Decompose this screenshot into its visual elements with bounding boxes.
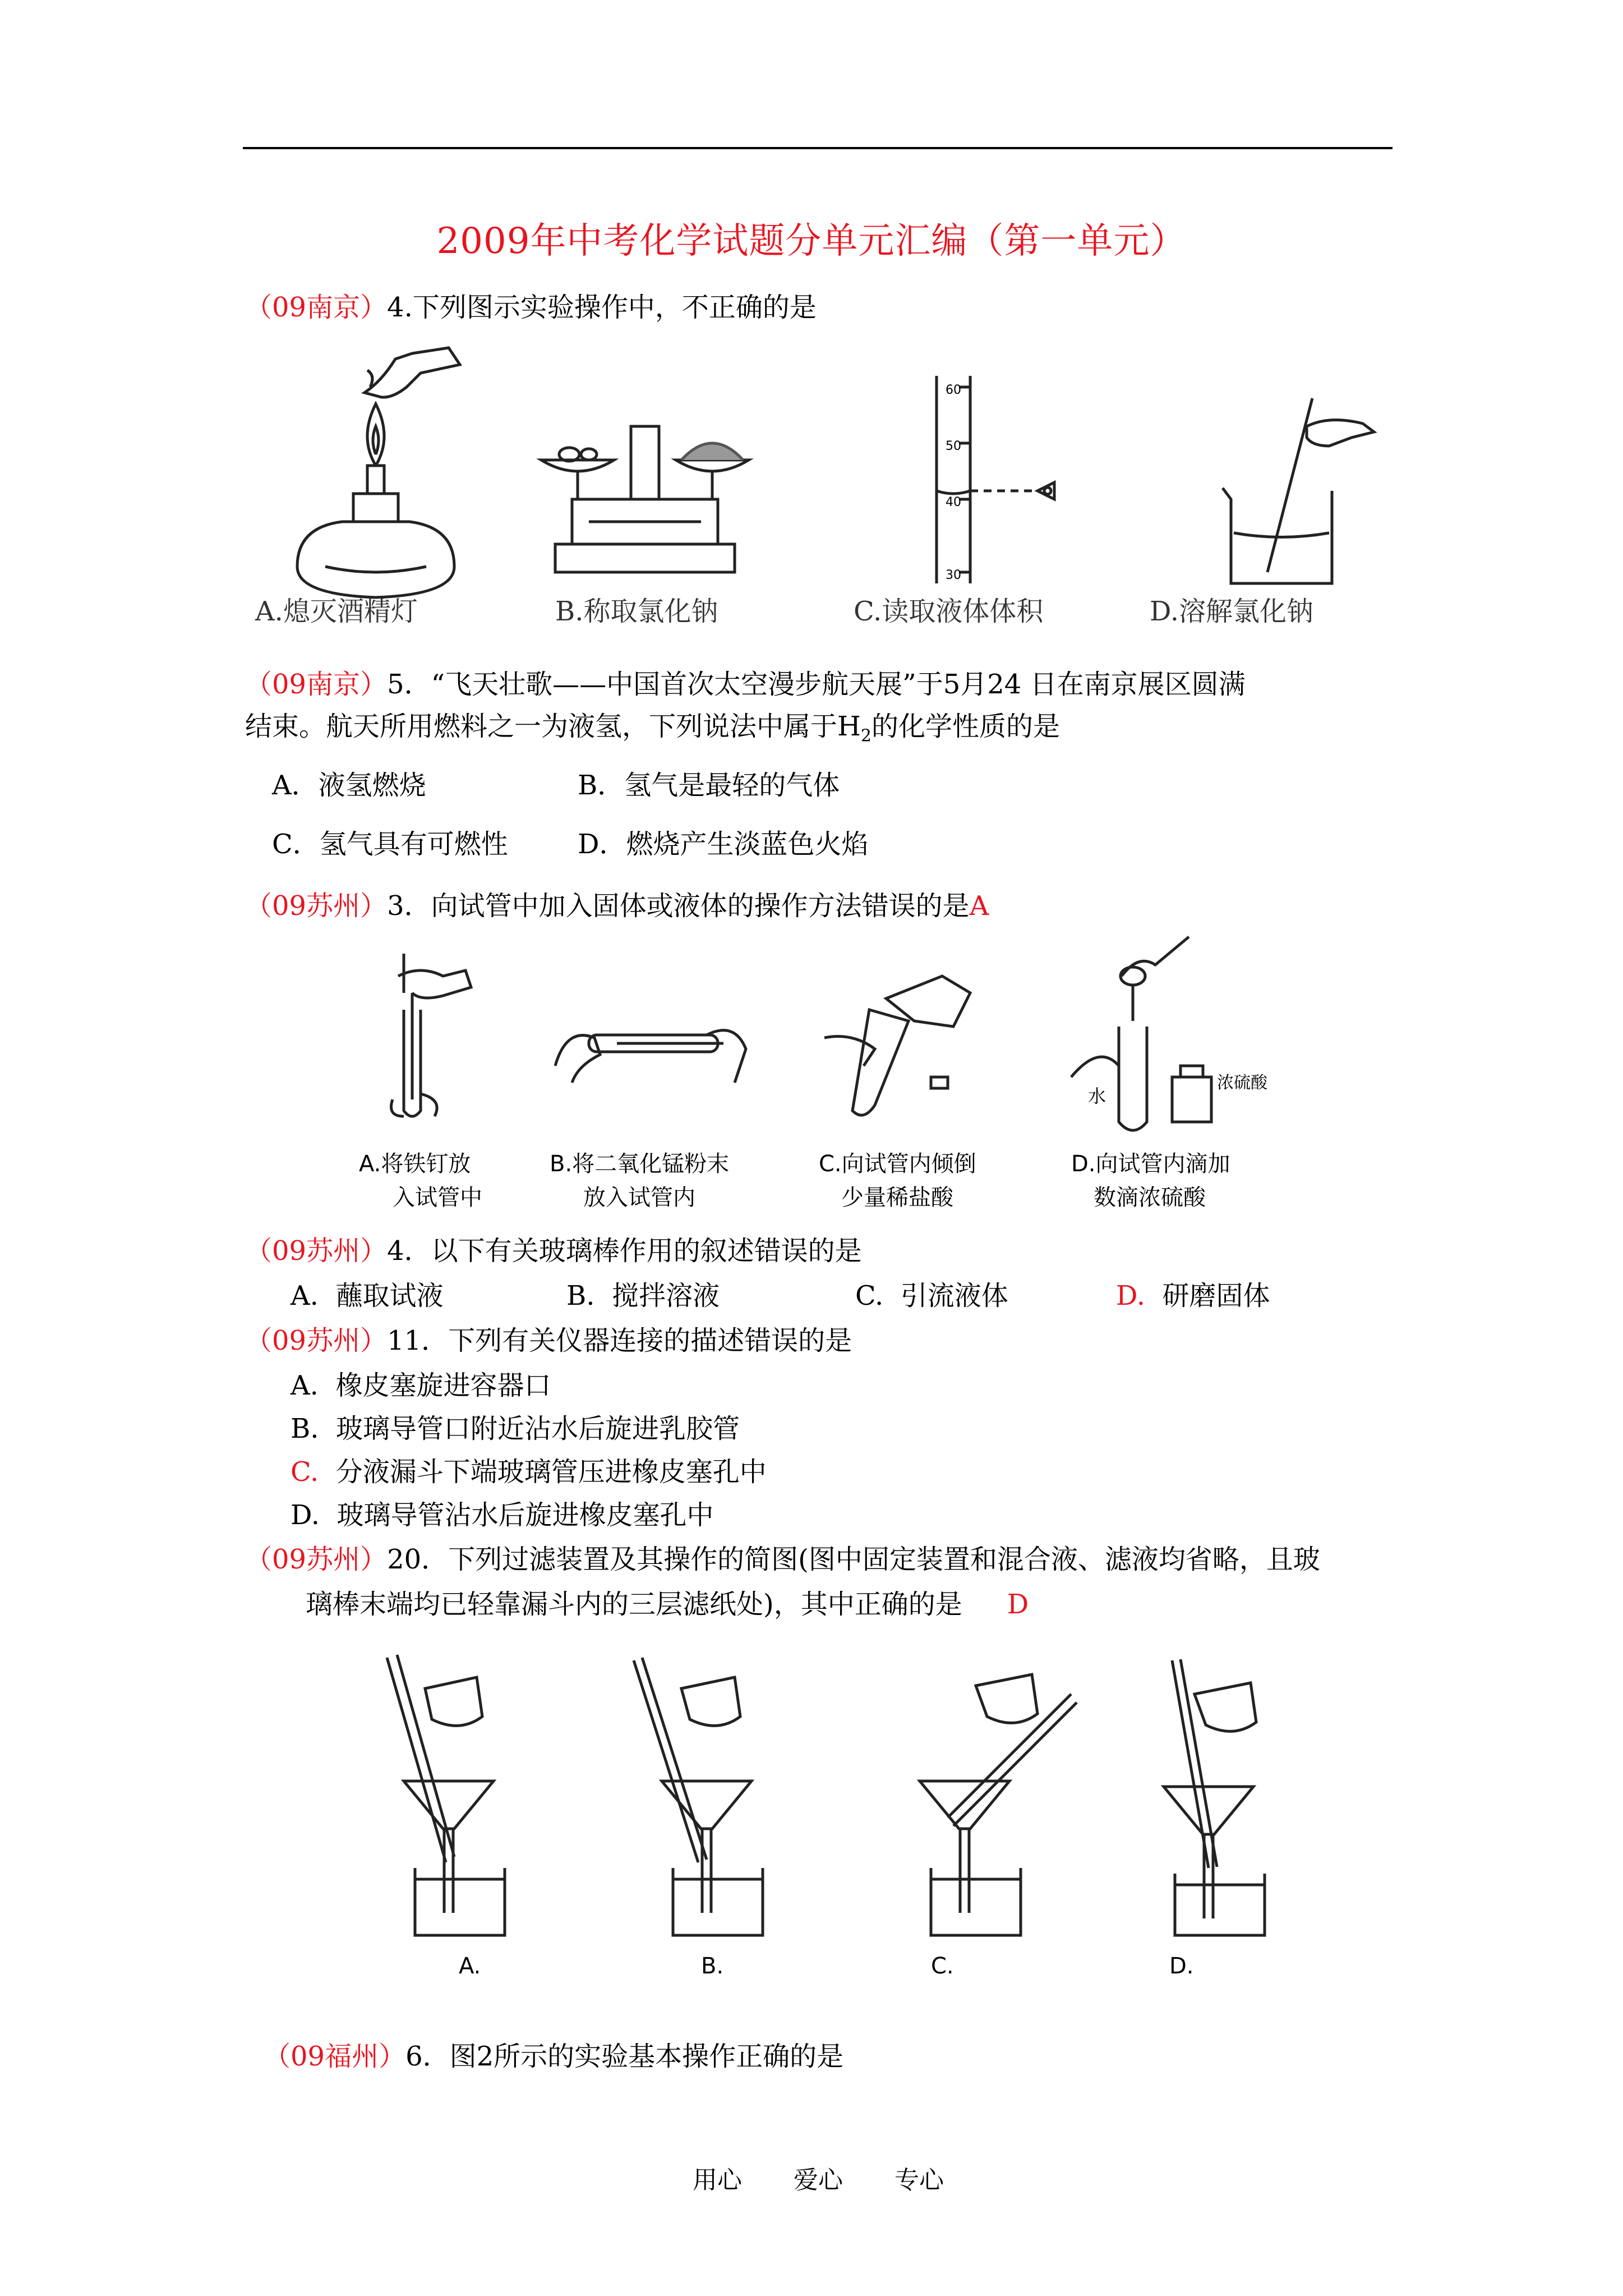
option-b [566, 1279, 720, 1313]
cylinder-tick-30: 30 [946, 568, 961, 582]
caption-line: 少量稀盐酸 [841, 1185, 953, 1211]
question-text-part: 璃棒末端均已轻靠漏斗内的三层滤纸处)，其中正确的是 [306, 1589, 962, 1620]
question-suzhou-11 [245, 1324, 852, 1358]
figure-caption-a: A.熄灭酒精灯 [255, 596, 418, 627]
option-text: 玻璃导管口附近沾水后旋进乳胶管 [336, 1413, 740, 1444]
caption-line: D.向试管内滴加 [1071, 1151, 1230, 1177]
graduated-cylinder-figure [925, 370, 1082, 600]
option-letter: B. [566, 1280, 595, 1312]
figure-caption-c [819, 1147, 976, 1214]
figure-caption-b: B.称取氯化钠 [555, 596, 718, 627]
powder-tube-figure [555, 1004, 746, 1088]
option-c [291, 1455, 767, 1489]
iron-nail-tube-figure [381, 948, 482, 1133]
figure-caption-a: A. [459, 1953, 481, 1979]
option-a [291, 1279, 443, 1313]
figure-caption-d: D.溶解氯化钠 [1150, 596, 1314, 627]
option-c: C．氢气具有可燃性 [272, 829, 508, 860]
question-source: （09南京） [245, 292, 388, 323]
footer-text-1: 用心 [693, 2166, 742, 2194]
option-text: 蘸取试液 [335, 1280, 444, 1312]
filtration-figure-c [897, 1660, 1077, 1941]
caption-line: 入试管中 [393, 1185, 482, 1211]
figure-caption-c: C.读取液体体积 [854, 596, 1044, 627]
figure-caption-a [359, 1147, 482, 1214]
option-a [291, 1369, 551, 1402]
footer-text-3: 专心 [895, 2166, 944, 2194]
question-text: 20．下列过滤装置及其操作的简图(图中固定装置和混合液、滤液均省略，且玻 [387, 1544, 1320, 1575]
question-text: 11．下列有关仪器连接的描述错误的是 [387, 1325, 852, 1356]
filtration-figure-b [628, 1655, 774, 1941]
option-text: 玻璃导管沾水后旋进橡皮塞孔中 [336, 1499, 714, 1531]
question-text: 3．向试管中加入固体或液体的操作方法错误的是 [387, 890, 970, 922]
cylinder-tick-50: 50 [946, 439, 961, 453]
option-d [1116, 1279, 1270, 1313]
caption-line: 数滴浓硫酸 [1094, 1185, 1206, 1211]
option-letter: B. [291, 1413, 319, 1444]
filtration-figure-a [376, 1649, 522, 1941]
question-nanjing-5 [245, 668, 1246, 701]
option-text: 研磨固体 [1162, 1280, 1270, 1312]
caption-line: C.向试管内倾倒 [819, 1151, 976, 1177]
question-text-cont [306, 1588, 1029, 1621]
beaker-stirring-figure [1217, 393, 1385, 595]
answer: D [1007, 1589, 1029, 1620]
question-text: 5．“飞天壮歌——中国首次太空漫步航天展”于5月24 日在南京展区圆满 [387, 669, 1246, 700]
subscript: 2 [860, 726, 872, 746]
question-fuzhou-6 [264, 2040, 843, 2073]
drop-acid-figure [1066, 931, 1267, 1139]
option-b: B．氢气是最轻的气体 [578, 770, 840, 801]
option-text: 分液漏斗下端玻璃管压进橡皮塞孔中 [335, 1456, 767, 1488]
option-c [855, 1279, 1008, 1313]
question-source: （09苏州） [245, 1235, 388, 1267]
caption-line: B.将二氧化锰粉末 [550, 1151, 730, 1177]
footer-text-2: 爱心 [794, 2166, 843, 2194]
option-d: D．燃烧产生淡蓝色火焰 [578, 829, 869, 860]
label-conc-sulfuric-acid: 浓硫酸 [1217, 1073, 1267, 1093]
question-text: 6．图2所示的实验基本操作正确的是 [405, 2041, 844, 2072]
option-letter: A. [291, 1370, 319, 1401]
pour-acid-figure [819, 954, 987, 1122]
question-nanjing-4 [245, 291, 817, 324]
question-source: （09苏州） [245, 890, 388, 922]
caption-line: 放入试管内 [583, 1185, 695, 1211]
figure-caption-d: D. [1169, 1953, 1194, 1979]
question-text: 4．以下有关玻璃棒作用的叙述错误的是 [387, 1235, 862, 1267]
question-suzhou-3 [245, 889, 989, 923]
option-text: 橡皮塞旋进容器口 [335, 1370, 551, 1401]
option-text: 引流液体 [900, 1280, 1008, 1312]
figure-caption-b [550, 1147, 729, 1214]
question-text: 4.下列图示实验操作中，不正确的是 [387, 292, 817, 323]
figure-caption-c: C. [931, 1953, 954, 1979]
balance-figure [538, 415, 751, 578]
figure-caption-b: B. [701, 1953, 724, 1979]
question-source: （09苏州） [245, 1325, 388, 1356]
cylinder-tick-40: 40 [946, 495, 961, 509]
question-text-part: 结束。航天所用燃料之一为液氢，下列说法中属于H [245, 711, 861, 742]
question-source: （09苏州） [245, 1544, 388, 1575]
option-letter: D. [291, 1499, 320, 1531]
question-text-part: 的化学性质的是 [871, 711, 1060, 742]
option-text: 搅拌溶液 [612, 1280, 720, 1312]
option-letter: C. [855, 1280, 884, 1312]
option-letter: C. [291, 1456, 319, 1488]
option-b [291, 1412, 740, 1446]
option-d [291, 1498, 714, 1532]
figure-caption-d [1071, 1147, 1230, 1214]
question-source: （09福州） [264, 2041, 406, 2072]
option-letter: A. [291, 1280, 319, 1312]
question-text-cont [245, 710, 1060, 753]
answer: A [969, 890, 989, 922]
option-a: A．液氢燃烧 [272, 770, 426, 801]
alcohol-lamp-figure [292, 342, 477, 606]
question-suzhou-20 [245, 1543, 1320, 1576]
label-water: 水 [1088, 1085, 1106, 1107]
cylinder-tick-60: 60 [946, 383, 961, 397]
caption-line: A.将铁钉放 [359, 1151, 471, 1177]
filtration-figure-d [1144, 1655, 1301, 1941]
question-source: （09南京） [245, 669, 388, 700]
option-letter: D. [1116, 1280, 1146, 1312]
question-suzhou-4 [245, 1234, 862, 1268]
header-rule [243, 147, 1393, 149]
document-title: 2009年中考化学试题分单元汇编（第一单元） [436, 220, 1187, 262]
